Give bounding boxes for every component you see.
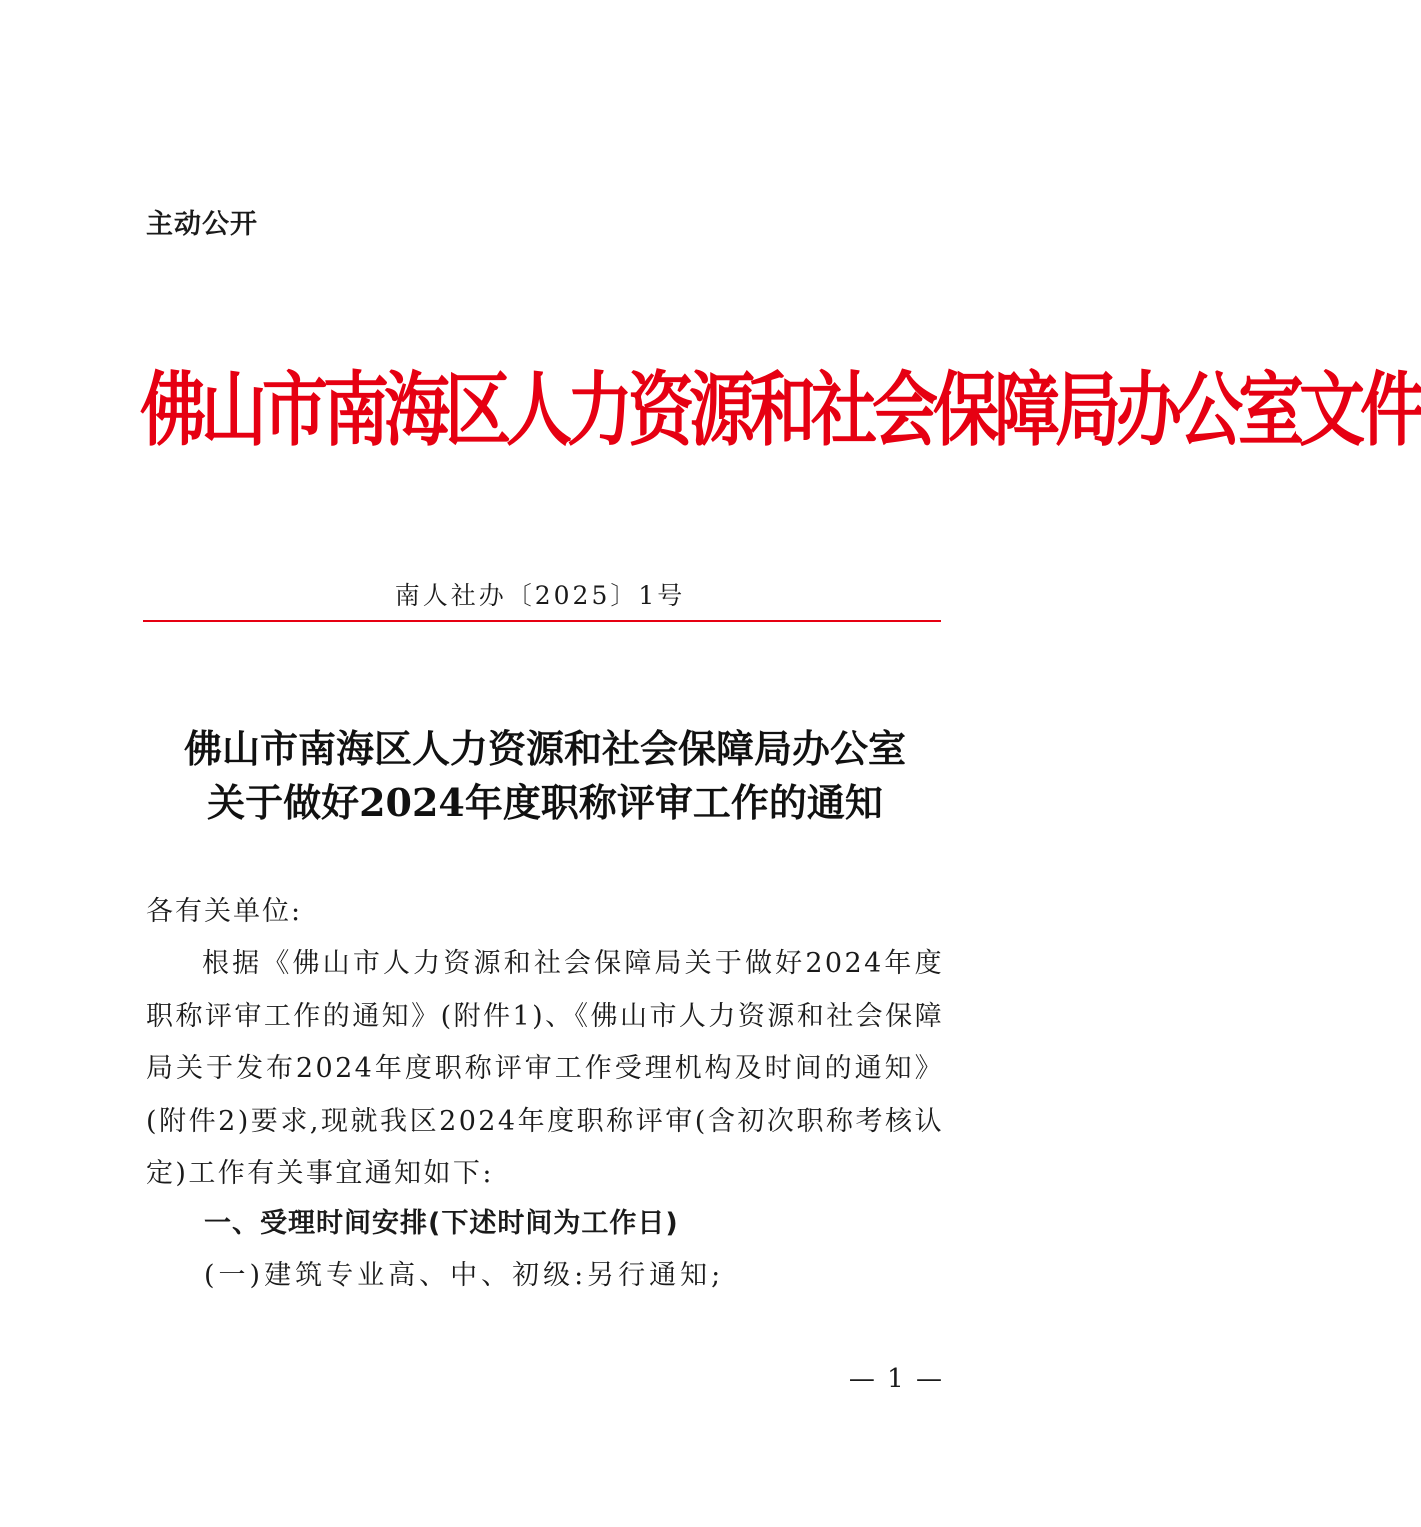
salutation: 各有关单位: (146, 896, 303, 927)
notice-title (140, 722, 950, 830)
page-number: — 1 — (848, 1364, 944, 1394)
notice-title-line-2: 关于做好2024年度职称评审工作的通知 (207, 780, 883, 825)
issuer-header-title: 佛山市南海区人力资源和社会保障局办公室文件 (140, 363, 1421, 458)
red-divider-line (143, 620, 941, 622)
document-number: 南人社办〔2025〕1号 (394, 581, 686, 610)
section-heading-1: 一、受理时间安排(下述时间为工作日) (204, 1208, 679, 1239)
notice-title-line-1: 佛山市南海区人力资源和社会保障局办公室 (183, 726, 906, 771)
subsection-item-1: (一)建筑专业高、中、初级:另行通知; (204, 1260, 725, 1291)
disclosure-label: 主动公开 (146, 209, 258, 240)
body-paragraph: 根据《佛山市人力资源和社会保障局关于做好2024年度职称评审工作的通知》(附件1)、《佛山市人力资源和社会保障局关于发布2024年度职称评审工作受理机构及时间的通知》(附件2)要求,现就我区2024年度职称评审(含初次职称考核认定)工作有关事宜通知如下: (146, 948, 944, 1189)
